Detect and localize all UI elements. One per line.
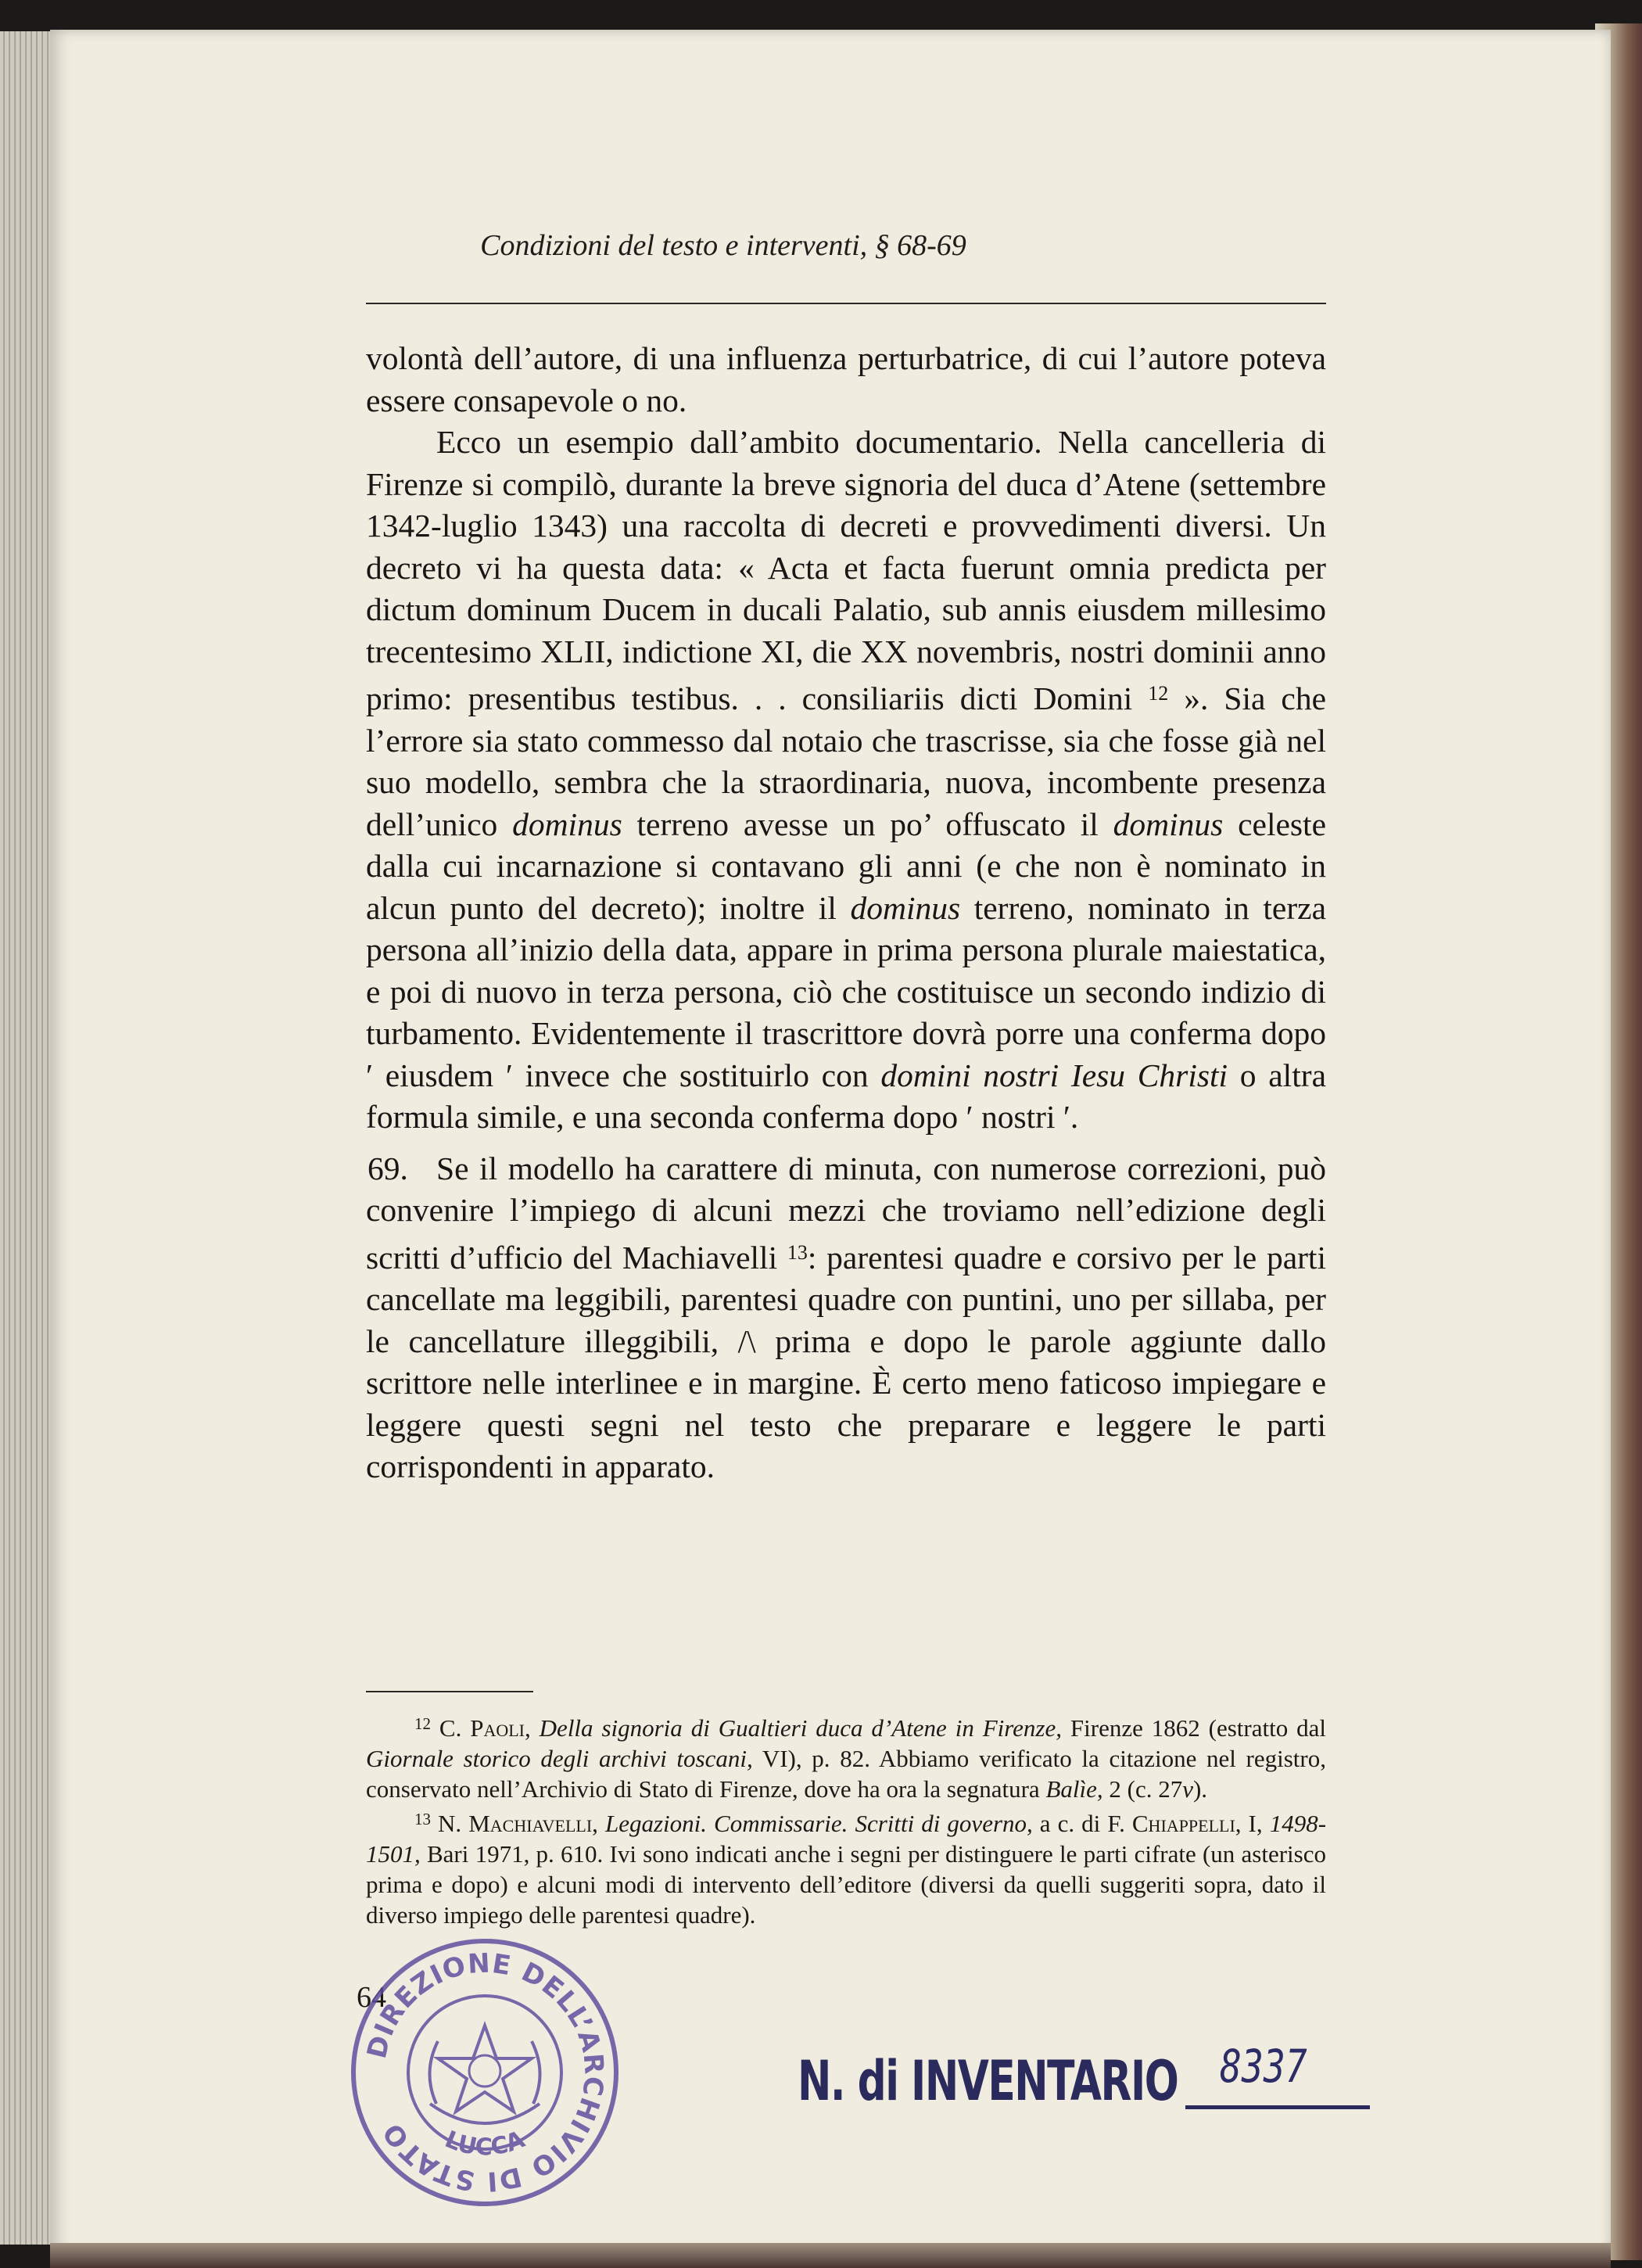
section-69 [366,1148,1326,1488]
paragraph-example [366,422,1326,1139]
author-name: C. Paoli [439,1714,525,1742]
text-run: VI), p. 82. Abbiamo verificato la citazione nel registro, conservato nell’Archivio di Stato di Firenze, dove ha ora la segnatura [366,1745,1326,1803]
footnote-12 [366,1709,1326,1804]
italic-text: Balìe, [1045,1775,1103,1803]
section-69-text [366,1150,1326,1485]
text-run: Firenze 1862 (estratto dal [1062,1714,1326,1742]
text-run: Ecco un esempio dall’ambito documentario. Nella cancelleria di Firenze si compilò, durante la breve signoria del duca d’Atene (settembre 1342-luglio 1343) una raccolta di decreti e provvedimenti diversi. Un decreto vi ha questa data: « Acta et facta fuerunt omnia predicta per dictum dominum Ducem in ducali Palatio, sub annis eiusdem millesimo trecentesimo XLII, indictione XI, die XX novembris, nostri dominii anno primo: presentibus testibus. . . consiliariis dicti Domini [366,424,1326,716]
stamp-city: LUCCA [440,2126,529,2162]
footnote-marker: 12 [414,1714,431,1733]
body-text [366,338,1326,1488]
italic-text: Della signoria di Gualtieri duca d’Atene in Firenze, [539,1714,1063,1742]
stamp-text-arc: DIREZIONE DELL’ARCHIVIO DI STATO [361,1947,610,2198]
footnote-marker: 13 [414,1810,431,1828]
text-run: a c. di F. [1032,1810,1132,1837]
footnotes [366,1709,1326,1930]
section-number: 69. [367,1150,408,1186]
footnote-13 [366,1804,1326,1930]
italic-text: domini nostri Iesu Christi [880,1057,1228,1093]
text-run [431,1714,439,1742]
italic-text: v [1182,1775,1193,1803]
page-bottom-shadow [50,2243,1611,2268]
text-run: , I, [1235,1810,1270,1837]
inventory-underline [1185,2105,1370,2109]
text-run: : parentesi quadre e corsivo per le parti cancellate ma leggibili, parentesi quadre con puntini, uno per sillaba, per le cancellature illeggibili, /\ prima e dopo le parole aggiunte dallo scrittore nelle interlinee e in margine. È certo meno faticoso impiegare e leggere questi segni nel testo che preparare e leggere le parti corrispondenti in apparato. [366,1239,1326,1484]
italic-text: Giornale storico degli archivi toscani, [366,1745,753,1772]
italic-text: dominus [1113,806,1224,842]
stamp-emblem-icon [429,2026,540,2123]
book-page-edges [0,31,55,2245]
text-run: terreno avesse un po’ offuscato il [622,806,1113,842]
text-run: ). [1192,1775,1208,1803]
italic-text: 1498-1501, [366,1810,1327,1868]
paragraph-continuation [366,338,1326,422]
page-number: 64 [357,1981,386,2014]
inventory-label: N. di INVENTARIO [798,2049,1178,2113]
header-rule [366,303,1326,304]
running-head: Condizioni del testo e interventi, § 68-69 [480,229,966,262]
inventory-number: 8337 [1220,2040,1307,2093]
text-run: terreno, nominato in terza persona all’inizio della data, appare in prima persona plurale maiestatica, e poi di nuovo in terza persona, ciò che costituisce un secondo indizio di turbamento. Evidentemente il trascrittore dovrà porre una conferma dopo ′ eiusdem ′ invece che sostituirlo con [366,889,1326,1093]
author-name: Chiappelli [1131,1810,1235,1837]
text-run: volontà dell’autore, di una influenza perturbatrice, di cui l’autore poteva essere consapevole o no. [366,340,1326,418]
inventory-stamp [798,2040,1361,2133]
text-run [431,1810,438,1837]
text-run: celeste dalla cui incarnazione si contavano gli anni (e che non è nominato in alcun punto del decreto); inoltre il [366,806,1327,926]
footnote-marker: 12 [1148,682,1169,705]
footnote-rule [366,1691,533,1692]
archive-stamp [344,1932,626,2213]
author-name: N. Machiavelli [438,1810,593,1837]
footnote-marker: 13 [787,1240,808,1264]
italic-text: dominus [512,806,622,842]
text-run: , [525,1714,540,1742]
text-run: Bari 1971, p. 610. Ivi sono indicati anche i segni per distinguere le parti cifrate (un asterisco prima e dopo) e alcuni modi di intervento dell’editore (diversi da quelli suggeriti sopra, dato il diverso impiego delle parentesi quadre). [366,1840,1326,1929]
text-run: , [592,1810,605,1837]
stamp-outer-ring [353,1941,616,2204]
text-run: 2 (c. 27 [1102,1775,1183,1803]
text-run: o altra formula simile, e una seconda conferma dopo ′ nostri ′. [366,1057,1326,1135]
text-run: ». Sia che l’errore sia stato commesso dal notaio che trascrisse, sia che fosse già nel suo modello, sembra che la straordinaria, nuova, incombente presenza dell’unico [366,680,1326,842]
italic-text: dominus [850,889,961,926]
text-run: Se il modello ha carattere di minuta, con numerose correzioni, può convenire l’impiego di alcuni mezzi che troviamo nell’edizione degli scritti d’ufficio del Machiavelli [366,1150,1326,1276]
italic-text: Legazioni. Commissarie. Scritti di governo, [604,1810,1033,1837]
